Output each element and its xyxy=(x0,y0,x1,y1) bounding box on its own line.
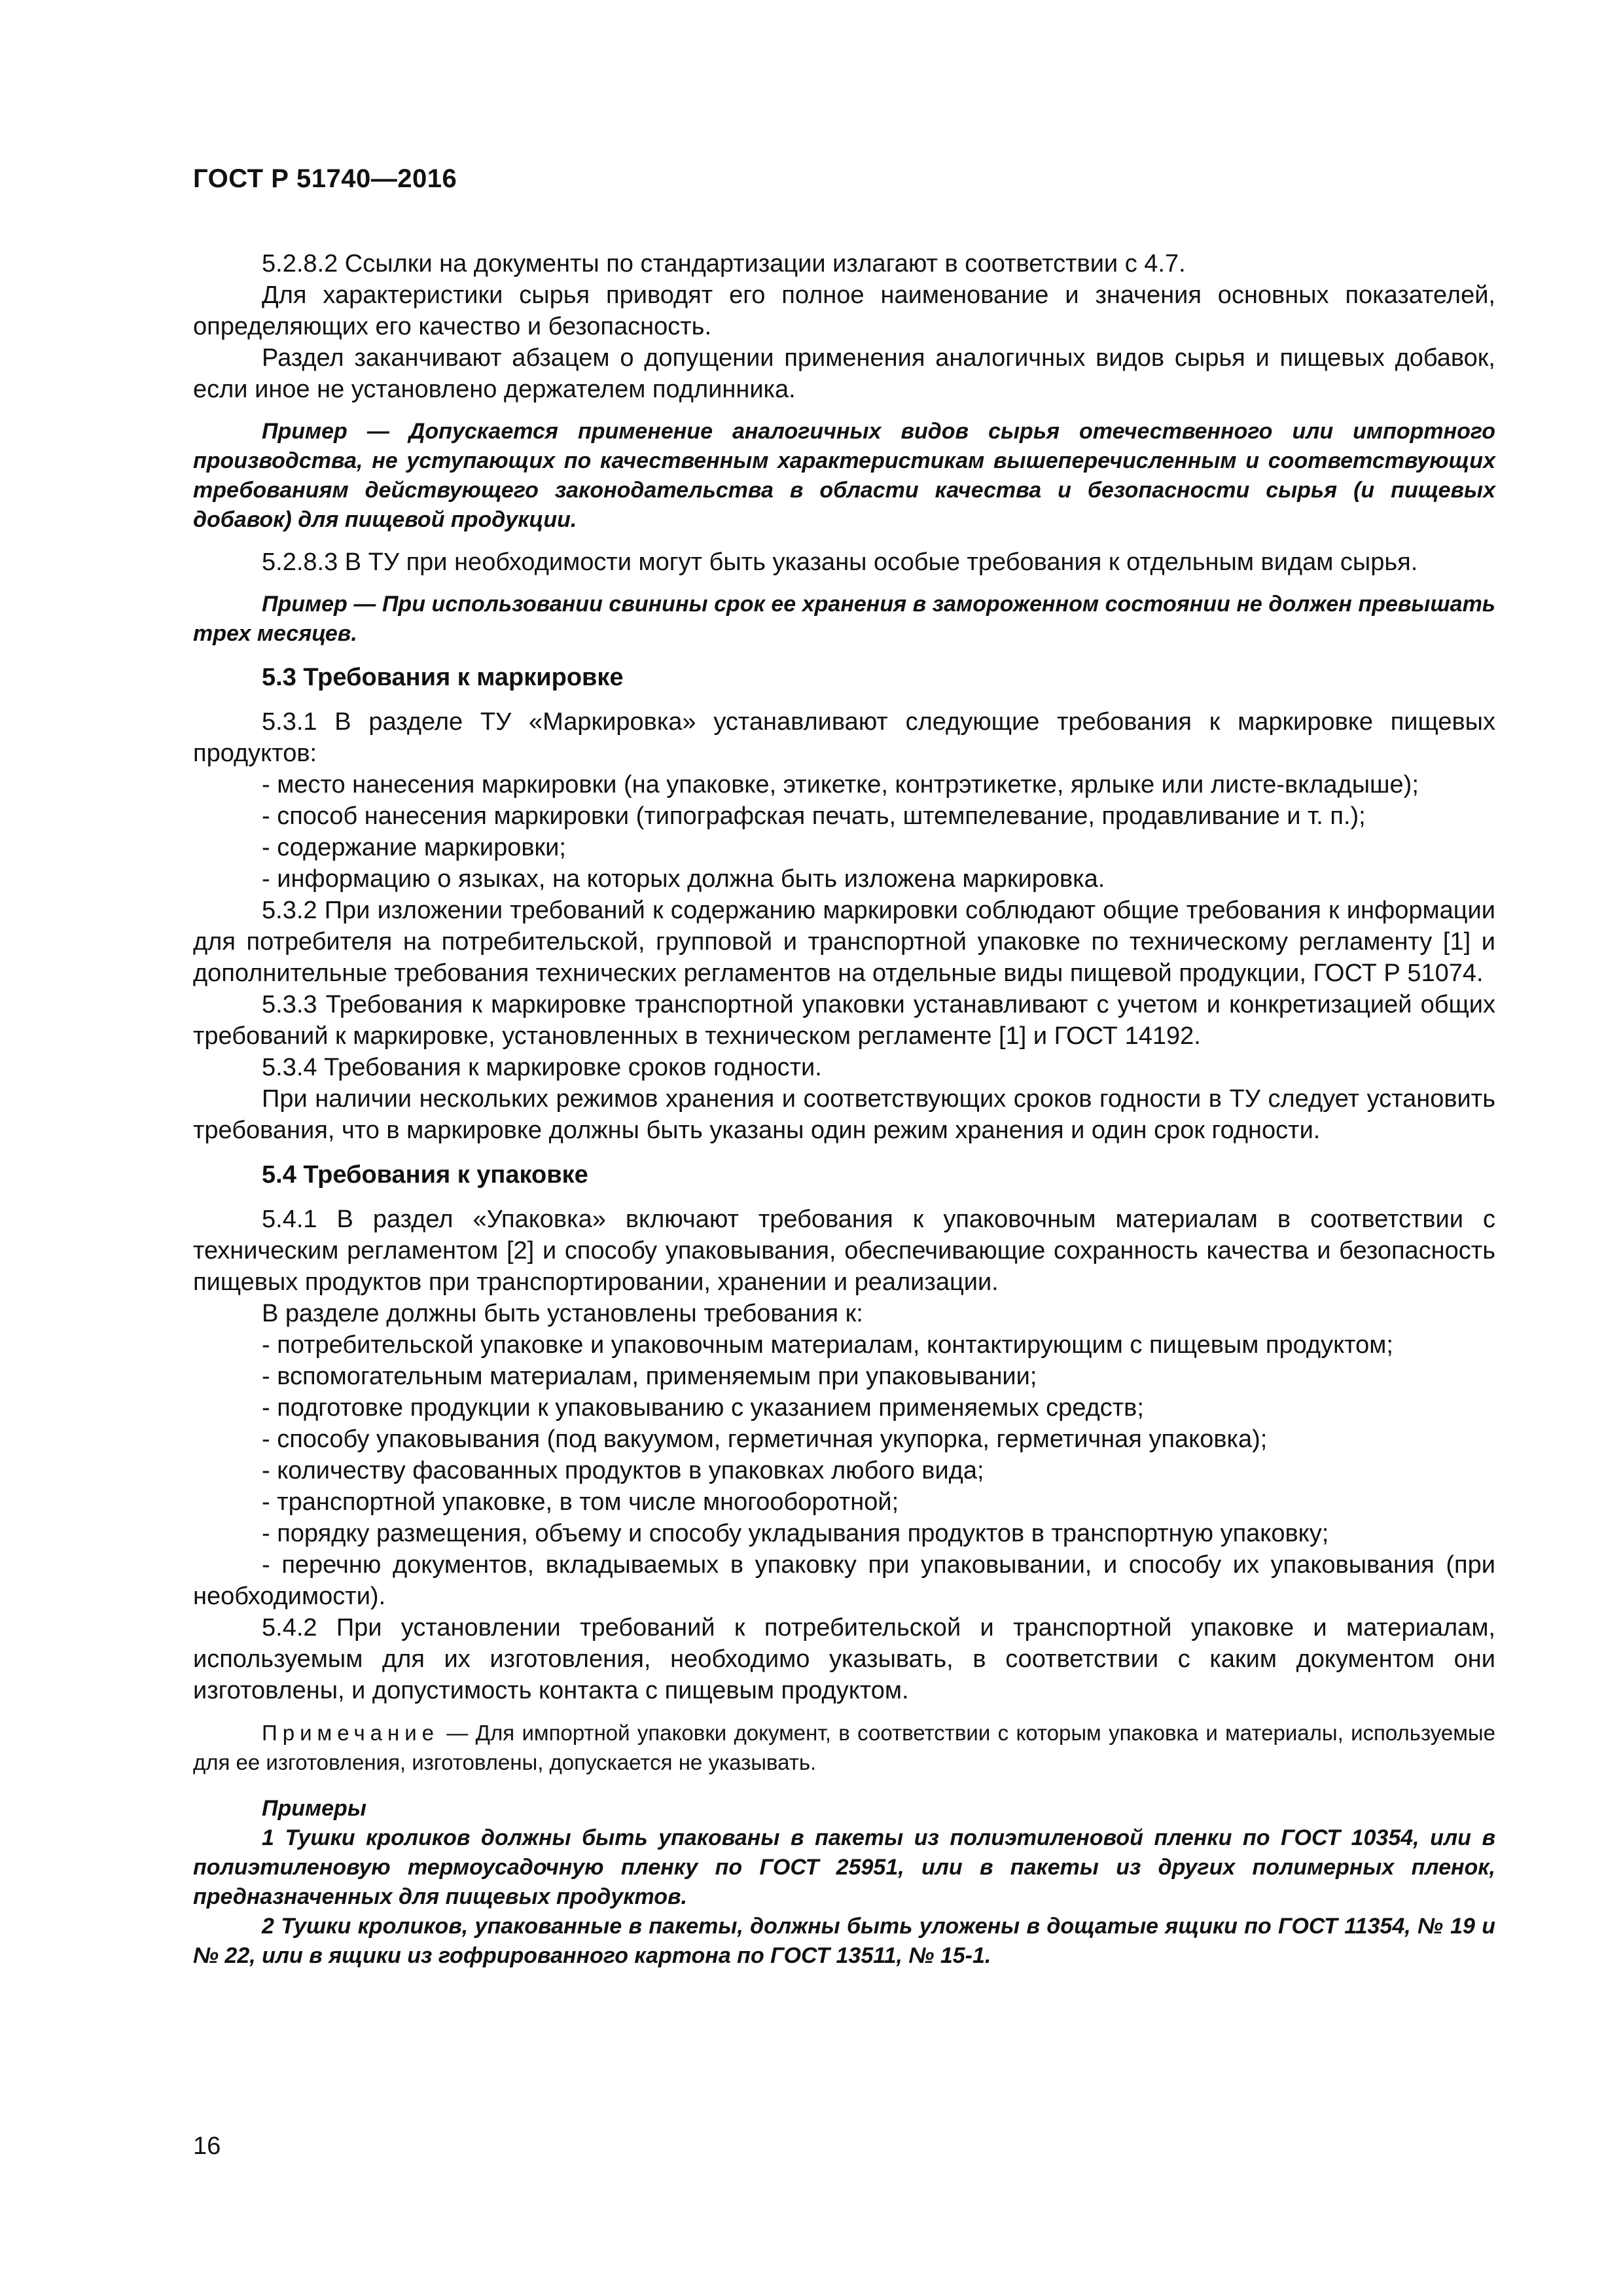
paragraph-5-4-1: 5.4.1 В раздел «Упаковка» включают требования к упаковочным материалам в соответствии с техническим регламентом [2] и способу упаковывания, обеспечивающие сохранность качества и безопасность пищевых продуктов при транспортировании, хранении и реализации. xyxy=(193,1206,1495,1296)
section-heading-5-3: 5.3 Требования к маркировке xyxy=(262,664,624,691)
list-item: - способ нанесения маркировки (типографская печать, штемпелевание, продавливание и т. п.); xyxy=(262,802,1366,830)
paragraph-5-3-2: 5.3.2 При изложении требований к содержанию маркировки соблюдают общие требования к информации для потребителя на потребительской, групповой и транспортной упаковке по техническому регламенту [1] и дополнительные требования технических регламентов на отдельные виды пищевой продукции, ГОСТ Р 51074. xyxy=(193,897,1495,987)
paragraph-5-3-1: 5.3.1 В разделе ТУ «Маркировка» устанавливают следующие требования к маркировке пищевых продуктов: xyxy=(193,708,1495,767)
note-label: Примечание xyxy=(262,1721,440,1745)
paragraph-section-end: Раздел заканчивают абзацем о допущении применения аналогичных видов сырья и пищевых добавок, если иное не установлено держателем подлинника. xyxy=(193,344,1495,403)
document-page xyxy=(193,160,1495,2209)
list-item: - вспомогательным материалам, применяемым при упаковывании; xyxy=(262,1363,1037,1390)
example-1: 1 Тушки кроликов должны быть упакованы в пакеты из полиэтиленовой пленки по ГОСТ 10354, или в полиэтиленовую термоусадочную пленку по ГОСТ 25951, или в пакеты из других полимерных пленок, предназначенных для пищевых продуктов. xyxy=(193,1825,1495,1909)
example-analog-raw: Пример — Допускается применение аналогичных видов сырья отечественного или импортного производства, не уступающих по качественным характеристикам вышеперечисленным и соответствующих требованиям действующего законодательства в области качества и безопасности сырья (и пищевых добавок) для пищевой продукции. xyxy=(193,419,1495,532)
note xyxy=(193,1718,1495,1777)
note-text: — Для импортной упаковки документ, в соответствии с которым упаковка и материалы, используемые для ее изготовления, изготовлены, допускается не указывать. xyxy=(193,1721,1495,1774)
example-2: 2 Тушки кроликов, упакованные в пакеты, должны быть уложены в дощатые ящики по ГОСТ 11354, № 19 и № 22, или в ящики из гофрированного картона по ГОСТ 13511, № 15-1. xyxy=(193,1914,1495,1968)
document-header: ГОСТ Р 51740—2016 xyxy=(193,164,457,193)
paragraph-raw-materials: Для характеристики сырья приводят его полное наименование и значения основных показателей, определяющих его качество и безопасность. xyxy=(193,281,1495,340)
paragraph-5-4-2: 5.4.2 При установлении требований к потребительской и транспортной упаковке и материалам, используемым для их изготовления, необходимо указывать, в соответствии с каким документом они изготовлены, и допустимость контакта с пищевым продуктом. xyxy=(193,1614,1495,1704)
list-item: - информацию о языках, на которых должна быть изложена маркировка. xyxy=(262,865,1105,893)
list-item: - потребительской упаковке и упаковочным материалам, контактирующим с пищевым продуктом; xyxy=(262,1331,1393,1359)
list-item: - количеству фасованных продуктов в упаковках любого вида; xyxy=(262,1457,984,1484)
paragraph-5-2-8-2: 5.2.8.2 Ссылки на документы по стандартизации излагают в соответствии с 4.7. xyxy=(262,250,1186,278)
list-item: - перечню документов, вкладываемых в упаковку при упаковывании, и способу их упаковывания (при необходимости). xyxy=(193,1551,1495,1610)
list-item: - способу упаковывания (под вакуумом, герметичная укупорка, герметичная упаковка); xyxy=(262,1426,1268,1453)
examples-heading: Примеры xyxy=(262,1796,366,1821)
paragraph-5-2-8-3: 5.2.8.3 В ТУ при необходимости могут быть указаны особые требования к отдельным видам сырья. xyxy=(262,548,1418,576)
list-item: - подготовке продукции к упаковыванию с указанием применяемых средств; xyxy=(262,1394,1144,1422)
list-item: - порядку размещения, объему и способу укладывания продуктов в транспортную упаковку; xyxy=(262,1520,1329,1547)
list-item: - содержание маркировки; xyxy=(262,834,566,861)
list-item: - место нанесения маркировки (на упаковке, этикетке, контрэтикетке, ярлыке или листе-вкладыше); xyxy=(262,771,1419,798)
paragraph-5-3-4: 5.3.4 Требования к маркировке сроков годности. xyxy=(262,1054,822,1081)
paragraph-requirements-intro: В разделе должны быть установлены требования к: xyxy=(262,1300,863,1327)
list-item: - транспортной упаковке, в том числе многооборотной; xyxy=(262,1488,899,1516)
paragraph-5-3-3: 5.3.3 Требования к маркировке транспортной упаковки устанавливают с учетом и конкретизацией общих требований к маркировке, установленных в техническом регламенте [1] и ГОСТ 14192. xyxy=(193,991,1495,1050)
paragraph-storage-modes: При наличии нескольких режимов хранения и соответствующих сроков годности в ТУ следует установить требования, что в маркировке должны быть указаны один режим хранения и один срок годности. xyxy=(193,1085,1495,1144)
example-pork-storage: Пример — При использовании свинины срок ее хранения в замороженном состоянии не должен превышать трех месяцев. xyxy=(193,592,1495,646)
section-heading-5-4: 5.4 Требования к упаковке xyxy=(262,1161,588,1189)
page-number: 16 xyxy=(193,2132,221,2160)
